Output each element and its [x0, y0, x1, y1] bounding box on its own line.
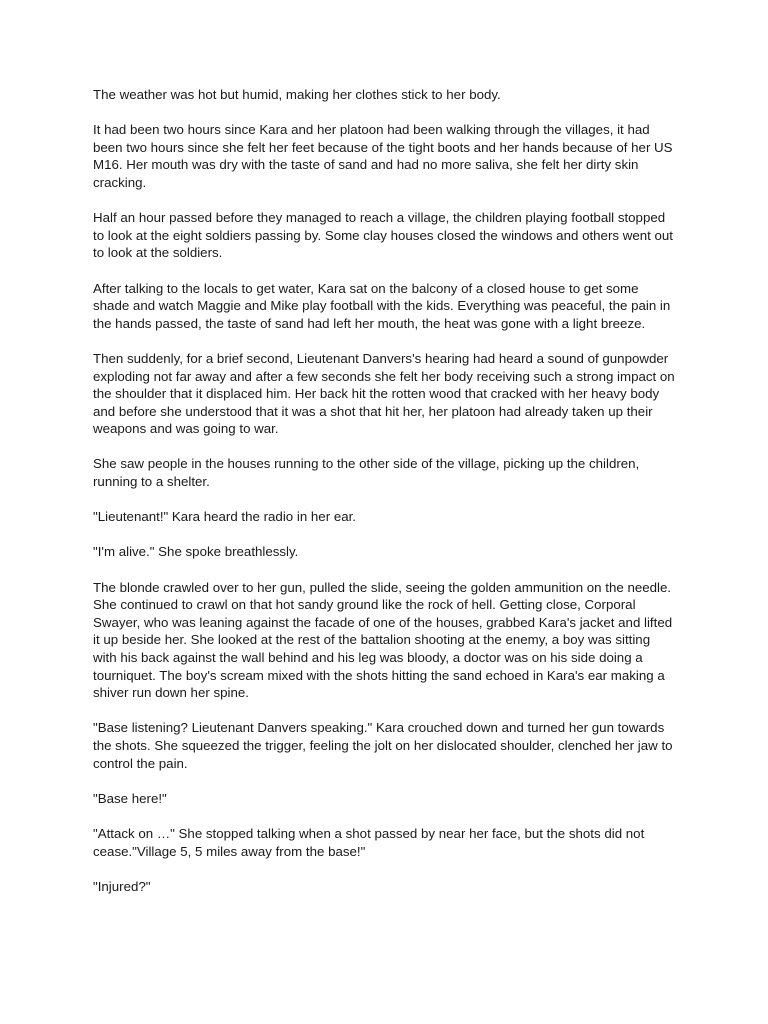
dialogue-line: "Injured?"	[93, 878, 151, 894]
paragraph: Then suddenly, for a brief second, Lieutenant Danvers's hearing had heard a sound of gunpowder exploding not far away and after a few seconds she felt her body receiving such a strong impact on the shoulder that it displaced him. Her back hit the rotten wood that cracked with her heavy body and before she understood that it was a shot that hit her, her platoon had already taken up their weapons and was going to war.	[93, 350, 675, 437]
paragraph: The weather was hot but humid, making her clothes stick to her body.	[93, 87, 501, 102]
paragraph: Half an hour passed before they managed to reach a village, the children playing football stopped to look at the eight soldiers passing by. Some clay houses closed the windows and others went out to look at the soldiers.	[93, 210, 673, 261]
paragraph: "Attack on …" She stopped talking when a shot passed by near her face, but the shots did not cease."Village 5, 5 miles away from the base!"	[93, 825, 645, 859]
paragraph: The blonde crawled over to her gun, pulled the slide, seeing the golden ammunition on the needle. She continued to crawl on that hot sandy ground like the rock of hell. Getting close, Corporal Swayer, who was leaning against the facade of one of the houses, grabbed Kara's jacket and lifted it up beside her. She looked at the rest of the battalion shooting at the enemy, a boy was sitting with his back against the wall behind and his leg was bloody, a doctor was on his side doing a tourniquet. The boy's scream mixed with the shots hitting the sand echoed in Kara's ear making a shiver run down her spine.	[93, 579, 673, 701]
paragraph: She saw people in the houses running to the other side of the village, picking up the children, running to a shelter.	[93, 456, 640, 490]
dialogue-line: "I'm alive." She spoke breathlessly.	[93, 544, 299, 560]
dialogue-line: "Base here!"	[93, 790, 167, 806]
dialogue-line: "Lieutenant!" Kara heard the radio in her ear.	[93, 509, 356, 525]
document-page	[93, 86, 675, 913]
paragraph: "Base listening? Lieutenant Danvers speaking." Kara crouched down and turned her gun towards the shots. She squeezed the trigger, feeling the jolt on her dislocated shoulder, clenched her jaw to control the pain.	[93, 720, 673, 771]
paragraph: After talking to the locals to get water, Kara sat on the balcony of a closed house to get some shade and watch Maggie and Mike play football with the kids. Everything was peaceful, the pain in the hands passed, the taste of sand had left her mouth, the heat was gone with a light breeze.	[93, 280, 671, 331]
paragraph: It had been two hours since Kara and her platoon had been walking through the villages, it had been two hours since she felt her feet because of the tight boots and her hands because of her US M16. Her mouth was dry with the taste of sand and had no more saliva, she felt her dirty skin cracking.	[93, 122, 673, 190]
